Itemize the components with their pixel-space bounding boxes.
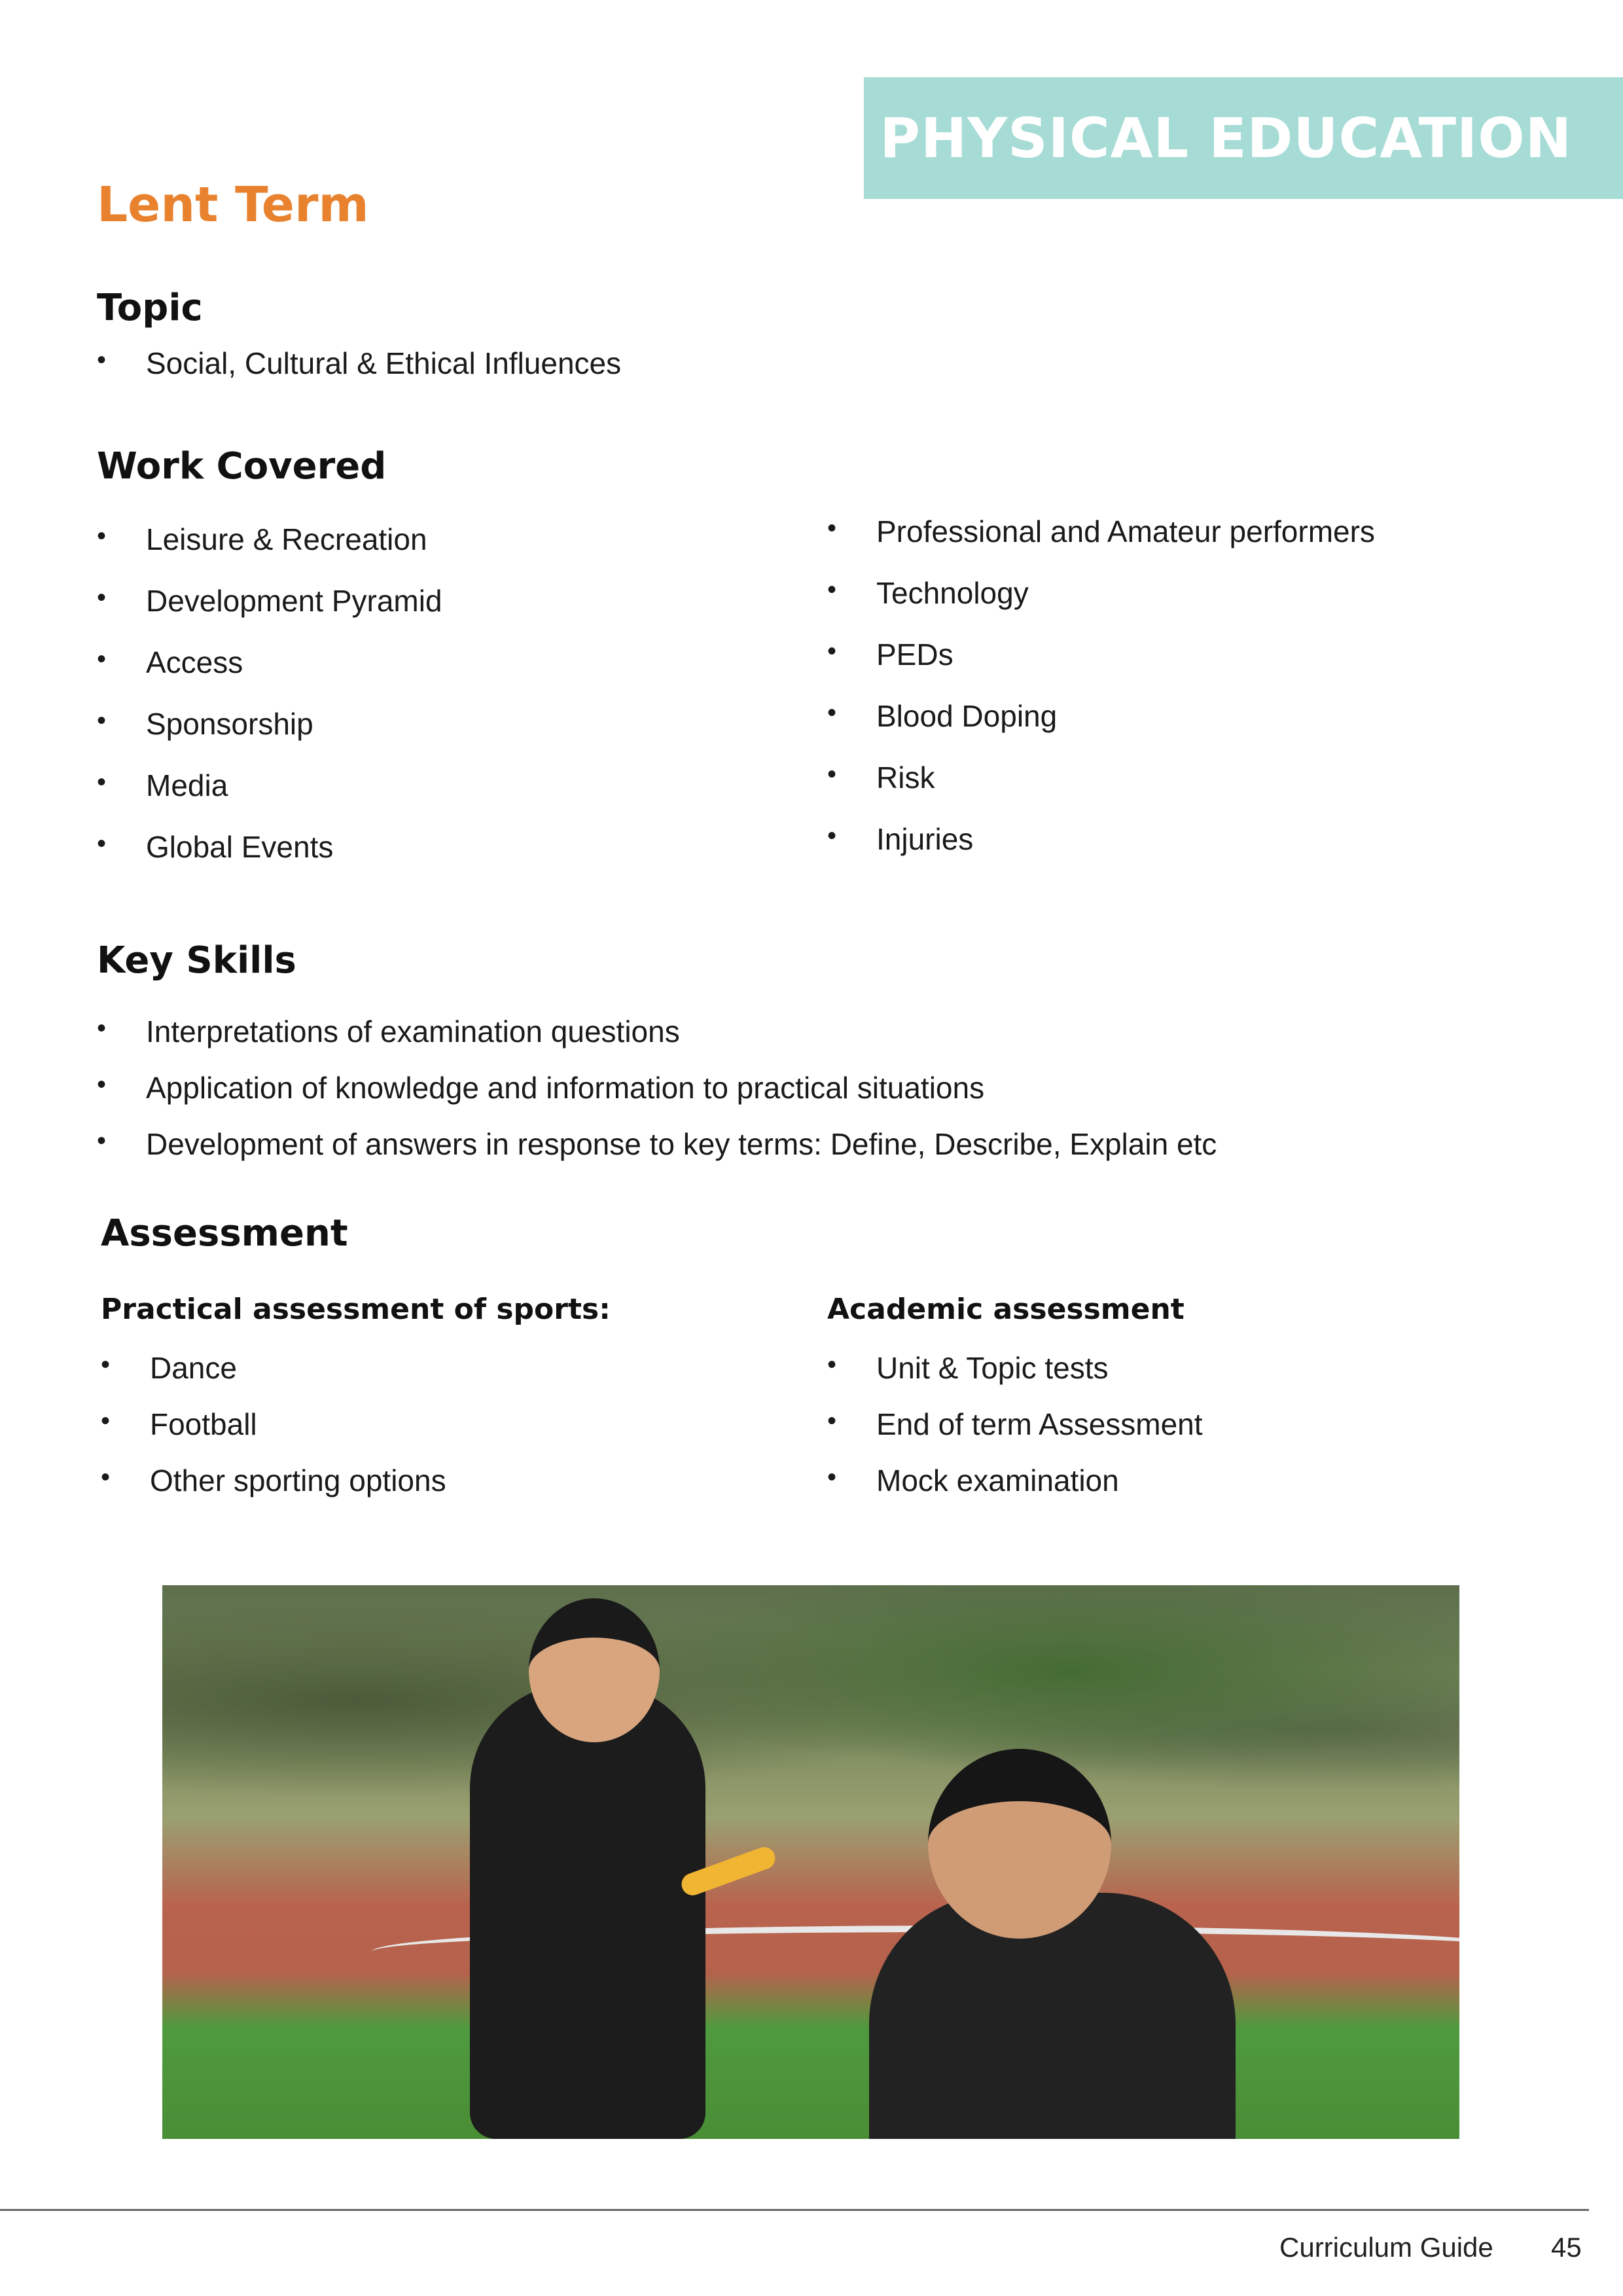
work-covered-left-list	[97, 522, 442, 865]
assessment-heading: Assessment	[101, 1212, 348, 1255]
list-item: • Professional and Amateur performers	[827, 514, 1375, 549]
list-item: • PEDs	[827, 637, 1375, 672]
list-item: • Injuries	[827, 821, 1375, 857]
work-covered-heading: Work Covered	[97, 445, 387, 488]
photo-runner-front	[470, 1683, 705, 2139]
section-title: PHYSICAL EDUCATION	[880, 106, 1572, 170]
list-item: • Leisure & Recreation	[97, 522, 442, 557]
list-item: • Global Events	[97, 829, 442, 865]
practical-assessment-heading: Practical assessment of sports:	[101, 1293, 611, 1326]
work-covered-right-list	[827, 514, 1375, 857]
key-skills-list	[97, 1014, 1217, 1162]
photo-runner-receiving-head	[928, 1749, 1111, 1939]
footer-guide-title: Curriculum Guide	[1279, 2232, 1493, 2263]
list-item: • Media	[97, 768, 442, 803]
term-title: Lent Term	[97, 177, 369, 233]
photo-runner-front-head	[529, 1598, 660, 1742]
list-item: • Football	[101, 1407, 446, 1442]
list-item: • Interpretations of examination questions	[97, 1014, 1217, 1049]
list-item: • Social, Cultural & Ethical Influences	[97, 346, 621, 381]
academic-assessment-list	[827, 1350, 1203, 1498]
academic-assessment-heading: Academic assessment	[827, 1293, 1185, 1326]
section-banner	[864, 77, 1623, 199]
page-number: 45	[1551, 2232, 1582, 2263]
list-item: • Mock examination	[827, 1463, 1203, 1498]
list-item: • Dance	[101, 1350, 446, 1386]
list-item: • Application of knowledge and information to practical situations	[97, 1070, 1217, 1105]
list-item: • Technology	[827, 575, 1375, 611]
list-item: • Development of answers in response to key terms: Define, Describe, Explain etc	[97, 1126, 1217, 1162]
relay-race-photo	[162, 1585, 1459, 2139]
list-item: • Other sporting options	[101, 1463, 446, 1498]
list-item: • End of term Assessment	[827, 1407, 1203, 1442]
list-item: • Access	[97, 645, 442, 680]
topic-heading: Topic	[97, 287, 203, 329]
list-item: • Sponsorship	[97, 706, 442, 742]
key-skills-heading: Key Skills	[97, 939, 296, 982]
list-item: • Unit & Topic tests	[827, 1350, 1203, 1386]
footer-divider	[0, 2209, 1589, 2211]
topic-list	[97, 346, 621, 381]
practical-assessment-list	[101, 1350, 446, 1498]
photo-background-trees	[162, 1585, 1459, 1873]
list-item: • Blood Doping	[827, 698, 1375, 734]
list-item: • Development Pyramid	[97, 583, 442, 619]
list-item: • Risk	[827, 760, 1375, 795]
